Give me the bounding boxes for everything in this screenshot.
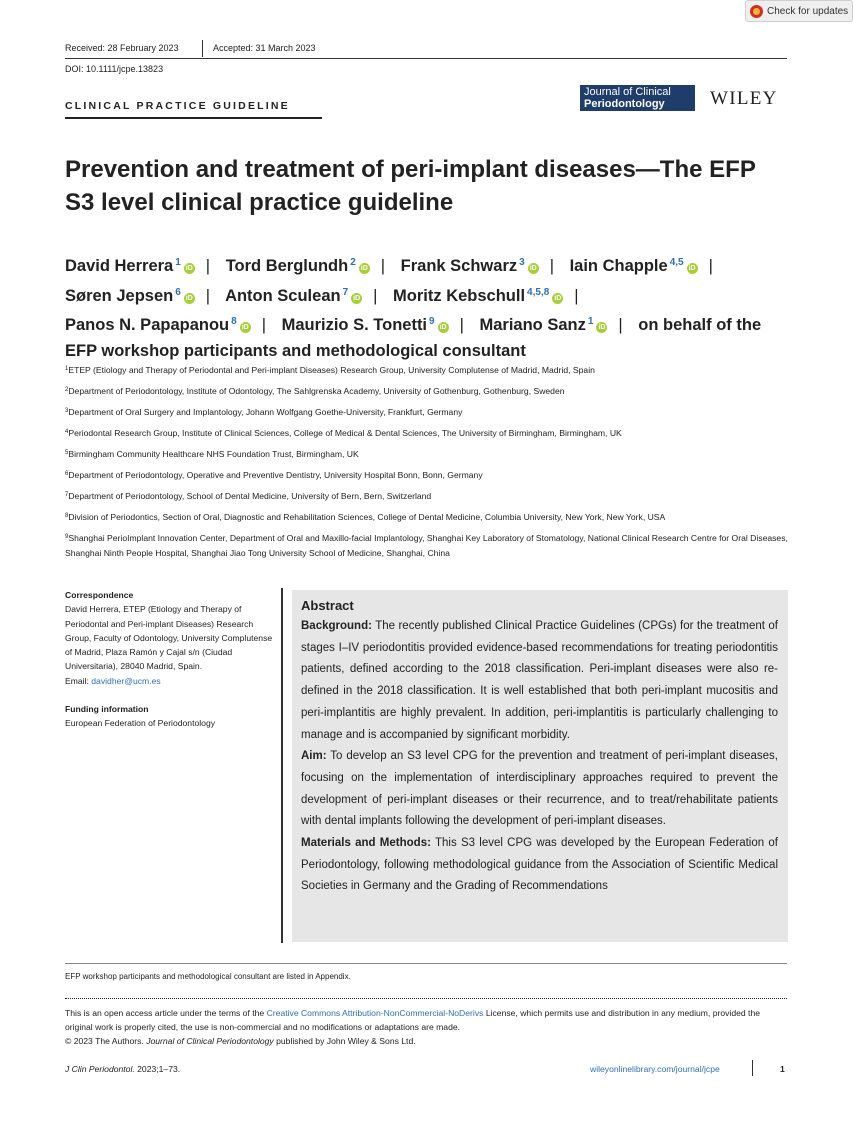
check-for-updates-label: Check for updates [767,5,849,17]
affiliation-number: 1 [65,366,69,372]
affiliation-text: Periodontal Research Group, Institute of Clinical Sciences, College of Medical & Dental Sciences, The University of Birmingham, Birmingham, UK [68,428,622,438]
accepted-date: Accepted: 31 March 2023 [213,43,316,53]
affiliation-number: 7 [65,492,69,498]
authors-tail: on behalf of the EFP workshop participants and methodological consultant [65,316,762,360]
affiliation [65,446,795,462]
author-separator: | [549,257,554,275]
affiliation [65,425,795,441]
author-name: Iain Chapple [569,257,668,275]
author-separator: | [373,286,378,305]
abstract-box [292,590,788,942]
affiliation-number: 6 [65,471,69,477]
orcid-icon[interactable]: iD [185,265,193,272]
article-type: CLINICAL PRACTICE GUIDELINE [65,100,290,112]
column-divider [281,588,283,943]
orcid-icon[interactable]: iD [688,265,696,272]
received-date: Received: 28 February 2023 [65,43,179,53]
author-name: Søren Jepsen [65,286,174,305]
article-title: Prevention and treatment of peri-implant diseases—The EFP S3 level clinical practice guideline [65,156,756,216]
affiliation-number: 4 [65,429,69,435]
orcid-icon[interactable]: iD [598,324,606,331]
affiliation-text: Department of Oral Surgery and Implantology, Johann Wolfgang Goethe-University, Frankfurt, Germany [68,407,463,417]
crossmark-icon [750,5,763,18]
author-separator: | [380,257,386,275]
author[interactable] [65,287,195,305]
journal-logo-line2: Periodontology [584,98,665,110]
author[interactable] [65,257,195,275]
abstract-methods [301,833,778,898]
abstract-background [301,616,778,746]
author[interactable] [282,316,449,334]
orcid-icon[interactable]: iD [185,294,193,302]
license-pre: This is an open access article under the terms of the [65,1008,265,1018]
affiliations [65,362,795,566]
article-type-underline [65,117,322,119]
affiliation-text: Department of Periodontology, School of Dental Medicine, University of Bern, Bern, Switzerland [68,491,432,501]
author[interactable] [479,316,607,334]
author[interactable] [393,287,563,305]
affiliation [65,509,795,525]
orcid-icon[interactable]: iD [241,324,249,331]
affiliation-number: 8 [65,513,69,519]
journal-url-link[interactable]: wileyonlinelibrary.com/journal/jcpe [590,1064,720,1074]
affiliation-text: Birmingham Community Healthcare NHS Foundation Trust, Birmingham, UK [68,449,359,459]
author-separator: | [574,286,579,305]
abstract-aim [301,746,778,833]
author-name: Maurizio S. Tonetti [281,316,428,334]
author-name: Mariano Sanz [479,316,586,334]
header-divider [202,40,203,57]
check-for-updates-button[interactable] [745,0,853,22]
footnote-rule [65,963,787,964]
abstract-background-label: Background: [301,620,372,632]
author-affil-ref[interactable]: 7 [342,286,349,298]
affiliation-number: 5 [65,450,69,456]
license-text [65,1006,785,1048]
orcid-icon[interactable]: iD [360,265,368,272]
affiliation-text: Division of Periodontics, Section of Oral, Diagnostic and Rehabilitation Sciences, College of Dental Medicine, Columbia University, New York, New York, USA [68,512,666,522]
author-name: Anton Sculean [225,286,341,305]
funding-heading: Funding information [65,704,149,715]
author[interactable] [65,316,251,334]
doi[interactable]: DOI: 10.1111/jcpe.13823 [65,64,164,74]
abstract-methods-label: Materials and Methods: [301,837,431,850]
correspondence-heading: Correspondence [65,590,134,600]
abstract-background-text: The recently published Clinical Practice Guidelines (CPGs) for the treatment of stages I–IV periodontitis provided evidence-based recommendations for treating periodontitis patients, defined according to the 2018 classification. Peri-implant diseases were also re-defined in the 2018 classification. It is well established that both peri-implant mucositis and peri-implantitis are highly prevalent. In addition, peri-implantitis is particularly challenging to manage and is accompanied by significant morbidity. [301,620,778,741]
affiliation-number: 3 [65,408,69,414]
author[interactable] [225,287,362,305]
funding-text: European Federation of Periodontology [65,718,216,729]
author-affil-ref[interactable]: 6 [175,286,181,298]
license-rule [65,998,787,999]
email-link[interactable]: davidher@ucm.es [91,675,161,686]
footnote: EFP workshop participants and methodological consultant are listed in Appendix. [65,972,351,981]
publisher-logo: WILEY [710,88,778,109]
abstract-aim-text: To develop an S3 level CPG for the prevention and treatment of peri-implant diseases, focusing on the implementation of interdisciplinary approaches required to prevent the development of peri-implant diseases or their recurrence, and to treat/rehabilitate patients with dental implants following the development of peri-implant diseases. [301,750,778,828]
author[interactable] [570,257,698,275]
license-link[interactable]: Creative Commons Attribution-NonCommercial-NoDerivs [266,1008,484,1018]
orcid-icon[interactable]: iD [439,324,447,331]
copyright-post: published by John Wiley & Sons Ltd. [276,1036,416,1046]
author-separator: | [618,316,623,334]
author-affil-ref[interactable]: 2 [350,257,356,268]
journal-logo [580,85,695,111]
author-list [65,250,795,364]
author-affil-ref[interactable]: 3 [519,257,525,268]
author-affil-ref[interactable]: 8 [231,316,237,327]
affiliation-text: ETEP (Etiology and Therapy of Periodontal and Peri-implant Diseases) Research Group, University Complutense of Madrid, Madrid, Spain [68,365,595,375]
orcid-icon[interactable]: iD [554,294,562,302]
correspondence-block [65,588,275,731]
affiliation-number: 9 [65,534,69,540]
author-separator: | [708,257,713,275]
page-number: 1 [780,1064,785,1074]
abstract-aim-label: Aim: [301,750,327,763]
affiliation [65,530,795,561]
author[interactable] [401,257,539,275]
email-label: Email: [65,675,89,686]
citation-journal: J Clin Periodontol. [65,1064,135,1074]
correspondence-text: David Herrera, ETEP (Etiology and Therapy of Periodontal and Peri-implant Diseases) Research Group, Faculty of Odontology, University Complutense of Madrid, Plaza Ramón y Cajal s/n (Ciudad Universitaria), 28040 Madrid, Spain. [65,604,273,672]
affiliation [65,383,795,399]
citation [65,1064,180,1074]
author-separator: | [205,286,211,305]
author-affil-ref[interactable]: 4,5,8 [527,286,550,298]
author-name: Frank Schwarz [400,257,518,275]
affiliation-text: Shanghai PerioImplant Innovation Center, Department of Oral and Maxillo-facial Implantology, Shanghai Key Laboratory of Stomatology, National Clinical Research Centre for Oral Diseases, Shanghai Ninth People Hospital, Shanghai Jiao Tong University School of Medicine, Shanghai, China [65,533,788,558]
author-name: Moritz Kebschull [393,286,526,305]
author-affil-ref[interactable]: 1 [175,257,181,268]
author-name: Tord Berglundh [225,257,349,275]
affiliation [65,362,795,378]
copyright-pre: © 2023 The Authors. [65,1036,144,1046]
header-rule [65,58,787,59]
author-name: Panos N. Papapanou [65,316,230,334]
author[interactable] [226,257,370,275]
license-post: License, which permits use and distribution in any medium, provided the original work is properly cited, the use is non-commercial and no modifications or adaptations are made. [65,1008,761,1032]
orcid-icon[interactable]: iD [353,294,361,302]
citation-volume: 2023;1–73. [137,1064,181,1074]
author-affil-ref[interactable]: 1 [587,316,594,327]
copyright-journal: Journal of Clinical Periodontology [146,1036,274,1046]
affiliation [65,404,795,420]
author-separator: | [261,316,266,334]
affiliation [65,488,795,504]
orcid-icon[interactable]: iD [529,265,537,272]
author-affil-ref[interactable]: 9 [429,316,435,327]
author-affil-ref[interactable]: 4,5 [669,257,684,268]
author-name: David Herrera [65,257,174,275]
author-separator: | [205,257,211,275]
abstract-methods-text: This S3 level CPG was developed by the European Federation of Periodontology, following methodological guidance from the Association of Scientific Medical Societies in Germany and the Grading of Recommendations [301,837,778,893]
footer-divider [752,1060,753,1076]
affiliation-text: Department of Periodontology, Institute of Odontology, The Sahlgrenska Academy, University of Gothenburg, Gothenburg, Sweden [68,386,565,396]
affiliation [65,467,795,483]
affiliation-text: Department of Periodontology, Operative and Preventive Dentistry, University Hospital Bonn, Bonn, Germany [68,470,483,480]
author-separator: | [459,316,464,334]
affiliation-number: 2 [65,387,69,393]
journal-logo-line1: Journal of Clinical [584,86,671,98]
abstract-heading: Abstract [301,598,354,613]
